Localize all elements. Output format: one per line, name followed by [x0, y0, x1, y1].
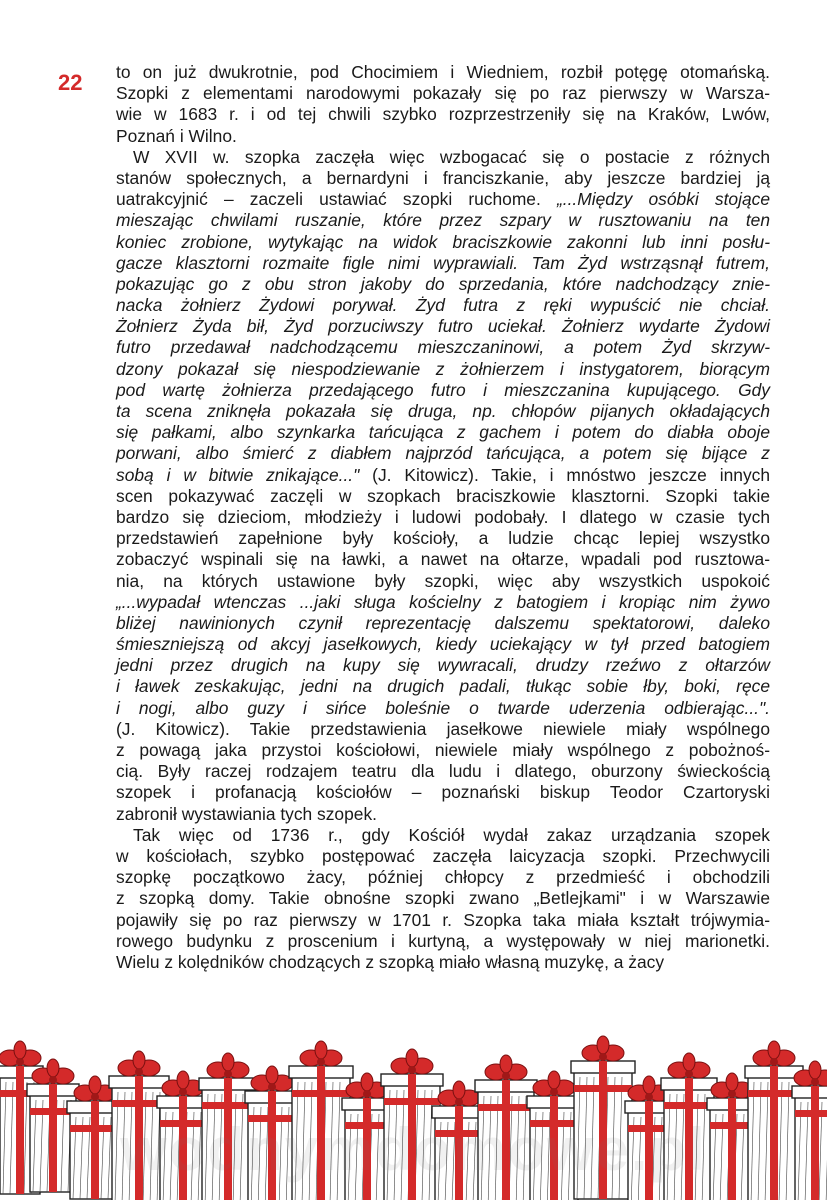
italic-quote-segment: i ławek zeskakując, jedni na drugich padali, tłukąc sobie łby, boki, ręce [116, 676, 770, 697]
gift-bow [768, 1041, 780, 1059]
text-line [116, 83, 770, 104]
italic-quote-segment: koniec zrobione, wytykając na widok braciszkowie zakonni lub inni posłu- [116, 231, 770, 252]
text-line [116, 634, 770, 655]
text-line [116, 147, 770, 168]
gift-bow [133, 1051, 145, 1069]
text-line [116, 104, 770, 125]
italic-quote-segment: nacka żołnierz Żydowi porywał. Żyd futra z ręki wypuścić nie chciał. [116, 295, 770, 316]
text-segment: z szopką domy. Takie obnośne szopki zwano „Betlejkami" i w Warszawie [116, 888, 770, 909]
text-segment: to on już dwukrotnie, pod Chocimiem i Wiedniem, rozbił potęgę otomańską. [116, 62, 770, 82]
text-segment: Szopki z elementami narodowymi pokazały się po raz pierwszy w Warsza- [116, 83, 770, 104]
gift-bow-knot [363, 1090, 371, 1098]
text-line [116, 804, 770, 825]
text-line [116, 740, 770, 761]
text-line [116, 888, 770, 909]
gift-bow-knot [224, 1070, 232, 1078]
gift-bow [500, 1055, 512, 1073]
text-line [116, 761, 770, 782]
italic-quote-segment: pod wartę żołnierza przedającego futro i mieszczanina kupującego. Gdy [116, 379, 770, 400]
gift-lid [792, 1086, 827, 1098]
gift-bow [266, 1066, 278, 1084]
text-line [116, 825, 770, 846]
text-line [116, 698, 770, 719]
text-segment: Tak więc od 1736 r., gdy Kościół wydał zakaz urządzania szopek [133, 824, 770, 845]
gift-ribbon [478, 1104, 534, 1111]
text-segment: z powagą jaka przystoi kościołowi, niewiele miały wspólnego z pobożnoś- [116, 740, 770, 760]
gift-bow-knot [179, 1088, 187, 1096]
text-line [116, 676, 770, 697]
text-segment: Poznań i Wilno. [116, 125, 237, 146]
gift-bow [222, 1053, 234, 1071]
gift-bow [548, 1071, 560, 1089]
gift-bow [89, 1076, 101, 1094]
gift-bow [683, 1053, 695, 1071]
text-line [116, 380, 770, 401]
text-segment: bardzo się dzieciom, młodzieży i ludowi podobały. I dlatego w czasie tych [116, 506, 770, 527]
gift-bow [453, 1081, 465, 1099]
gift-bow-knot [599, 1053, 607, 1061]
gift-bow-knot [91, 1093, 99, 1101]
watermark: wodnymdomowe.pl [120, 1116, 707, 1183]
gift-bow-knot [317, 1058, 325, 1066]
text-line [116, 465, 770, 486]
text-segment: rowego budynku z proscenium i kurtyną, a występowały w niej marionetki. [116, 930, 770, 951]
text-line [116, 359, 770, 380]
text-line [116, 549, 770, 570]
gift-bow-knot [502, 1072, 510, 1080]
gift-bow-knot [408, 1066, 416, 1074]
text-segment: (J. Kitowicz). Takie, i mnóstwo jeszcze innych [359, 464, 771, 485]
text-line [116, 189, 770, 210]
text-segment: zabronił wystawiania tych szopek. [116, 803, 377, 824]
gift-bow [315, 1041, 327, 1059]
italic-quote-segment: bliżej nawinionych czynił reprezentację dalszemu spektatorowi, daleko [116, 612, 770, 633]
gift-bow-knot [770, 1058, 778, 1066]
text-segment: szopek i profanacją kościołów – poznański biskup Teodor Czartoryski [116, 782, 770, 803]
text-segment: stanów społecznych, a bernardyni i franciszkanie, aby jeszcze bardziej ją [116, 167, 770, 188]
text-line [116, 613, 770, 634]
text-segment: szopkę początkowo żacy, później chłopcy z przedmieść i obchodzili [116, 867, 770, 888]
italic-quote-segment: jedni przez drugich na kupy się wywracali, drudzy rzeźwo z ołtarzów [116, 655, 770, 676]
gift-bow-knot [16, 1058, 24, 1066]
gift-bow [177, 1071, 189, 1089]
gift-bow-knot [135, 1068, 143, 1076]
gift-ribbon [292, 1090, 350, 1097]
gift-bow [406, 1049, 418, 1067]
text-line [116, 337, 770, 358]
text-segment: zobaczyć wspinali się na ławki, a nawet na ołtarze, wpadali pod rusztowa- [116, 549, 770, 570]
text-line [116, 62, 770, 83]
gift-bow [361, 1073, 373, 1091]
gift-ribbon [384, 1098, 440, 1105]
text-line [116, 592, 770, 613]
gift-bow-knot [550, 1088, 558, 1096]
page-number: 22 [58, 70, 83, 95]
text-line [116, 232, 770, 253]
gift-bow-knot [49, 1076, 57, 1084]
italic-quote-segment: mieszając chwilami ruszanie, które przez szpary w rusztowaniu na ten [116, 210, 770, 231]
text-line [116, 422, 770, 443]
text-line [116, 210, 770, 231]
text-segment: Wielu z kolędników chodzących z szopką miało własną muzykę, a żacy [116, 951, 665, 972]
text-segment: przedstawień zapełnione były kościoły, a ludzie chcąc lepiej wszystko [116, 528, 770, 549]
gift-bow-knot [268, 1083, 276, 1091]
text-line [116, 528, 770, 549]
italic-quote-segment: i nogi, albo guzy i sińce boleśnie o twarde uderzenia odbierając...". [116, 697, 770, 718]
text-line [116, 316, 770, 337]
italic-quote-segment: Żołnierz Żyda bił, Żyd porzuciwszy futro uciekał. Żołnierz wydarte Żydowi [116, 316, 770, 337]
text-line [116, 846, 770, 867]
italic-quote-segment: futro przedawał nadchodzącemu mieszczaninowi, a potem Żyd skrzyw- [116, 337, 770, 358]
text-line [116, 295, 770, 316]
text-line [116, 952, 770, 973]
gift-bow [643, 1076, 655, 1094]
text-segment: scen pokazywać zaczęli w szopkach braciszkowie klasztorni. Szopki takie [116, 485, 770, 506]
italic-quote-segment: gacze klasztorni rozmaite figle nimi wyprawiali. Tam Żyd wstrząsnął futrem, [116, 252, 770, 273]
italic-quote-segment: się pałkami, albo szynkarka tańcująca z gachem i potem do diabła oboje [116, 422, 770, 443]
text-segment: W XVII w. szopka zaczęła więc wzbogacać się o postacie z różnych [133, 146, 770, 167]
text-line [116, 486, 770, 507]
text-line [116, 401, 770, 422]
text-segment: cią. Były raczej rodzajem teatru dla ludu i dlatego, oburzony świeckością [116, 761, 770, 782]
text-segment: pojawiły się po raz pierwszy w 1701 r. Szopka taka miała kształt trójwymia- [116, 909, 770, 930]
gift-bow [14, 1041, 26, 1059]
italic-quote-segment: śmieszniejszą od akcyj jasełkowych, kiedy uciekający w tył przed batogiem [116, 634, 770, 655]
text-line [116, 782, 770, 803]
italic-quote-segment: ta scena zniknęła pokazała się druga, np. chłopów pijanych okładających [116, 401, 770, 421]
gift-bow-knot [728, 1090, 736, 1098]
article-text [116, 62, 770, 973]
text-segment: (J. Kitowicz). Takie przedstawienia jasełkowe niewiele miały wspólnego [116, 718, 770, 739]
text-line [116, 253, 770, 274]
text-line [116, 443, 770, 464]
text-segment: w kościołach, szybko postępować zaczęła laicyzacja szopki. Przechwycili [116, 845, 770, 866]
gift-bow-knot [685, 1070, 693, 1078]
gift-bow [597, 1036, 609, 1054]
gift-bow [47, 1059, 59, 1077]
text-segment: wie w 1683 r. i od tej chwili szybko rozprzestrzeniły się na Kraków, Lwów, [116, 104, 770, 125]
italic-quote-segment: „...Między osóbki stojące [556, 189, 770, 210]
text-line [116, 507, 770, 528]
gift-bow [809, 1061, 821, 1079]
text-segment: uatrakcyjnić – zaczeli ustawiać szopki ruchome. [116, 189, 557, 210]
text-line [116, 867, 770, 888]
italic-quote-segment: dzony pokazał się niespodziewanie z żołnierzem i instygatorem, biorącym [116, 358, 770, 379]
gift-bow-knot [811, 1078, 819, 1086]
italic-quote-segment: „...wypadał wtenczas ...jaki sługa kościelny z batogiem i kropiąc nim żywo [116, 591, 770, 612]
text-line [116, 571, 770, 592]
text-line [116, 168, 770, 189]
text-line [116, 126, 770, 147]
gift-ribbon [574, 1085, 632, 1092]
text-line [116, 719, 770, 740]
text-line [116, 910, 770, 931]
text-line [116, 655, 770, 676]
italic-quote-segment: pokazując go z obu stron jakoby do sprzedania, które nadchodzący znie- [116, 273, 770, 294]
gift-bow-knot [645, 1093, 653, 1101]
italic-quote-segment: sobą i w bitwie znikające..." [116, 464, 360, 485]
gift-bow [726, 1073, 738, 1091]
gift-bow-knot [455, 1098, 463, 1106]
text-line [116, 931, 770, 952]
text-segment: nia, na których ustawione były szopki, więc aby wszystkich uspokoić [116, 570, 770, 591]
italic-quote-segment: porwani, albo śmierć z diabłem najprzód tańcująca, a potem się bijące z [116, 443, 770, 464]
text-line [116, 274, 770, 295]
